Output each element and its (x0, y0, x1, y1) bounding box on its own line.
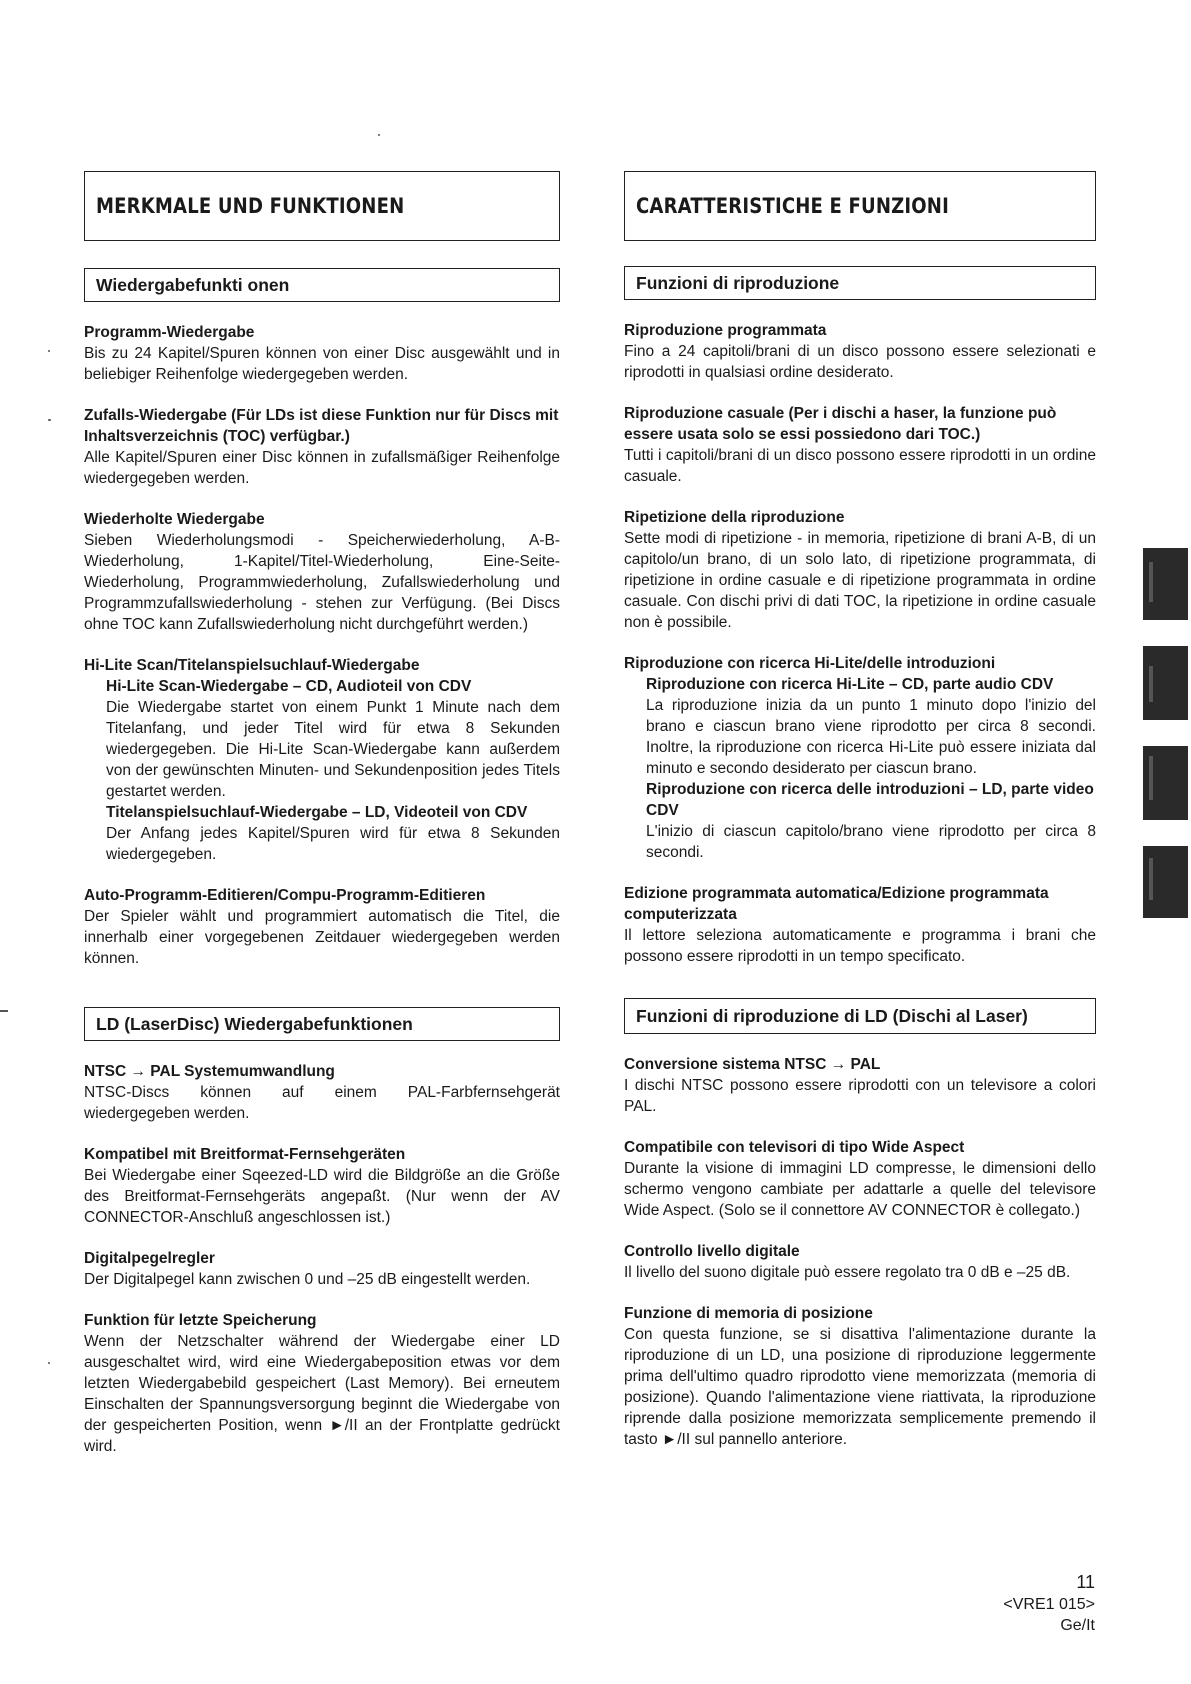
feature-item (624, 1054, 1096, 1117)
scan-speck (48, 1362, 50, 1364)
main-title: CARATTERISTICHE E FUNZIONI (636, 194, 949, 218)
feature-body: Tutti i capitoli/brani di un disco possono essere riprodotti in un ordine casuale. (624, 447, 1096, 485)
feature-title: Compatibile con televisori di tipo Wide Aspect (624, 1139, 965, 1156)
feature-body: Fino a 24 capitoli/brani di un disco possono essere selezionati e riprodotti in qualsiasi ordine desiderato. (624, 343, 1096, 381)
feature-body: Con questa funzione, se si disattiva l'alimentazione durante la riproduzione di un LD, una posizione di riproduzione leggermente prima dell'ultimo quadro riprodotto viene memorizzata (memoria di posizione). Quando l'alimentazione viene riattivata, la riproduzione riprende dalla posizione memorizzata semplicemente premendo il tasto ►/II sul pannello anteriore. (624, 1326, 1096, 1448)
feature-title: NTSC → PAL Systemumwandlung (84, 1063, 335, 1080)
feature-item (84, 1310, 560, 1457)
main-title: MERKMALE UND FUNKTIONEN (96, 194, 405, 218)
feature-body: Il lettore seleziona automaticamente e programma i brani che possono essere riprodotti in un tempo specificato. (624, 927, 1096, 965)
feature-title: Controllo livello digitale (624, 1243, 800, 1260)
feature-body: Bei Wiedergabe einer Sqeezed-LD wird die Bildgröße an die Größe des Breitformat-Fernsehgeräts angepaßt. (Nur wenn der AV CONNECTOR-Anschluß angeschlossen ist.) (84, 1167, 560, 1226)
feature-item (624, 507, 1096, 633)
section-heading-box (624, 266, 1096, 300)
feature-item (84, 509, 560, 635)
feature-item (84, 1061, 560, 1124)
sub-feature (624, 674, 1096, 863)
sub-feature-body: Die Wiedergabe startet von einem Punkt 1 Minute nach dem Titelanfang, und jeder Titel wird für etwa 8 Sekunden wiedergegeben. Die Hi-Lite Scan-Wiedergabe kann außerdem von der gewünschten Minuten- und Sekundenposition jedes Titels gestartet werden. (106, 699, 560, 800)
feature-title: Zufalls-Wiedergabe (Für LDs ist diese Funktion nur für Discs mit Inhaltsverzeichnis (TOC) verfügbar.) (84, 407, 559, 445)
language-tab-marker (1143, 548, 1188, 620)
feature-body: I dischi NTSC possono essere riprodotti con un televisore a colori PAL. (624, 1077, 1096, 1115)
section-heading: Funzioni di riproduzione di LD (Dischi al Laser) (636, 1005, 1028, 1026)
feature-item (624, 1303, 1096, 1450)
feature-item (624, 403, 1096, 487)
feature-body: Der Spieler wählt und programmiert automatisch die Titel, die innerhalb einer vorgegebenen Zeitdauer wiedergegeben werden können. (84, 908, 560, 967)
sub-feature-title: Riproduzione con ricerca Hi-Lite – CD, parte audio CDV (646, 676, 1054, 693)
sub-feature-body: L'inizio di ciascun capitolo/brano viene riprodotto per circa 8 secondi. (646, 823, 1096, 861)
scan-speck (378, 134, 380, 136)
scan-mark (0, 1010, 8, 1012)
feature-title: Edizione programmata automatica/Edizione programmata computerizzata (624, 885, 1049, 923)
sub-feature-title: Hi-Lite Scan-Wiedergabe – CD, Audioteil von CDV (106, 678, 472, 695)
feature-title: Digitalpegelregler (84, 1250, 215, 1267)
feature-body: Alle Kapitel/Spuren einer Disc können in zufallsmäßiger Reihenfolge wiedergegeben werden. (84, 449, 560, 487)
section-heading-box (624, 998, 1096, 1034)
feature-body: Il livello del suono digitale può essere regolato tra 0 dB e –25 dB. (624, 1264, 1071, 1281)
feature-title: Programm-Wiedergabe (84, 324, 255, 341)
feature-title: Conversione sistema NTSC → PAL (624, 1056, 881, 1073)
feature-item (624, 653, 1096, 863)
page-number: 11 (1076, 1572, 1095, 1592)
language-tab-marker (1143, 646, 1188, 720)
feature-title: Ripetizione della riproduzione (624, 509, 845, 526)
feature-item (84, 1144, 560, 1228)
feature-item (624, 320, 1096, 383)
sub-feature (84, 676, 560, 865)
feature-body: Der Digitalpegel kann zwischen 0 und –25 dB eingestellt werden. (84, 1271, 531, 1288)
feature-item (624, 883, 1096, 967)
feature-title: Auto-Programm-Editieren/Compu-Programm-Editieren (84, 887, 486, 904)
feature-item (84, 322, 560, 385)
feature-item (84, 885, 560, 969)
feature-body: Wenn der Netzschalter während der Wiedergabe einer LD ausgeschaltet wird, wird eine Wiedergabeposition etwas vor dem letzten Wiedergabebild gespeichert (Last Memory). Bei erneutem Einschalten der Spannungsversorgung beginnt die Wiedergabe von der gespeicherten Position, wenn ►/II an der Frontplatte gedrückt wird. (84, 1333, 560, 1455)
feature-item (624, 1241, 1096, 1283)
section-heading-box (84, 268, 560, 302)
language-code: Ge/It (1060, 1617, 1095, 1634)
sub-feature-title: Riproduzione con ricerca delle introduzioni – LD, parte video CDV (646, 781, 1094, 819)
section-heading: LD (LaserDisc) Wiedergabefunktionen (96, 1013, 413, 1034)
feature-title: Riproduzione casuale (Per i dischi a haser, la funzione può essere usata solo se essi possiedono dari TOC.) (624, 405, 1057, 443)
feature-title: Wiederholte Wiedergabe (84, 511, 265, 528)
feature-item (84, 655, 560, 865)
feature-body: Sieben Wiederholungsmodi - Speicherwiederholung, A-B-Wiederholung, 1-Kapitel/Titel-Wiederholung, Eine-Seite-Wiederholung, Programmwiederholung, Zufallswiederholung und Programmzufallswiederholung - stehen zur Verfügung. (Bei Discs ohne TOC kann Zufallswiederholung nicht durchgeführt werden.) (84, 532, 560, 633)
feature-title: Funktion für letzte Speicherung (84, 1312, 317, 1329)
section-heading: Wiedergabefunkti onen (96, 274, 290, 295)
page-footer (1003, 1570, 1095, 1636)
feature-item (624, 1137, 1096, 1221)
language-tab-marker (1143, 746, 1188, 820)
feature-title: Funzione di memoria di posizione (624, 1305, 873, 1322)
feature-body: Bis zu 24 Kapitel/Spuren können von einer Disc ausgewählt und in beliebiger Reihenfolge wiedergegeben werden. (84, 345, 560, 383)
feature-body: NTSC-Discs können auf einem PAL-Farbfernsehgerät wiedergegeben werden. (84, 1084, 560, 1122)
feature-title: Riproduzione programmata (624, 322, 827, 339)
feature-title: Kompatibel mit Breitformat-Fernsehgeräten (84, 1146, 406, 1163)
section-heading: Funzioni di riproduzione (636, 272, 840, 293)
feature-body: Sette modi di ripetizione - in memoria, ripetizione di brani A-B, di un capitolo/un brano, di un solo lato, di ripetizione programmata, di ripetizione in ordine casuale e di ripetizione programmata in ordine casuale. Con dischi privi di dati TOC, la ripetizione in ordine casuale non è possibile. (624, 530, 1096, 631)
feature-item (84, 405, 560, 489)
scan-speck (48, 350, 50, 352)
scan-speck (48, 419, 51, 421)
sub-feature-body: La riproduzione inizia da un punto 1 minuto dopo l'inizio del brano e ciascun brano viene riprodotto per circa 8 secondi. Inoltre, la riproduzione con ricerca Hi-Lite può essere iniziata dal minuto e secondo desiderato per ciascun brano. (646, 697, 1096, 777)
sub-feature-title: Titelanspielsuchlauf-Wiedergabe – LD, Videoteil von CDV (106, 804, 528, 821)
feature-item (84, 1248, 560, 1290)
italian-column (624, 171, 1096, 1450)
feature-body: Durante la visione di immagini LD compresse, le dimensioni dello schermo vengono cambiate per adattarle a quelle del televisore Wide Aspect. (Solo se il connettore AV CONNECTOR è collegato.) (624, 1160, 1096, 1219)
section-heading-box (84, 1007, 560, 1041)
feature-title: Hi-Lite Scan/Titelanspielsuchlauf-Wiedergabe (84, 657, 420, 674)
language-tab-marker (1143, 846, 1188, 918)
document-code: <VRE1 015> (1003, 1596, 1095, 1613)
main-title-box (624, 171, 1096, 241)
main-title-box (84, 171, 560, 241)
sub-feature-body: Der Anfang jedes Kapitel/Spuren wird für etwa 8 Sekunden wiedergegeben. (106, 825, 560, 863)
german-column (84, 171, 560, 1457)
feature-title: Riproduzione con ricerca Hi-Lite/delle introduzioni (624, 655, 996, 672)
